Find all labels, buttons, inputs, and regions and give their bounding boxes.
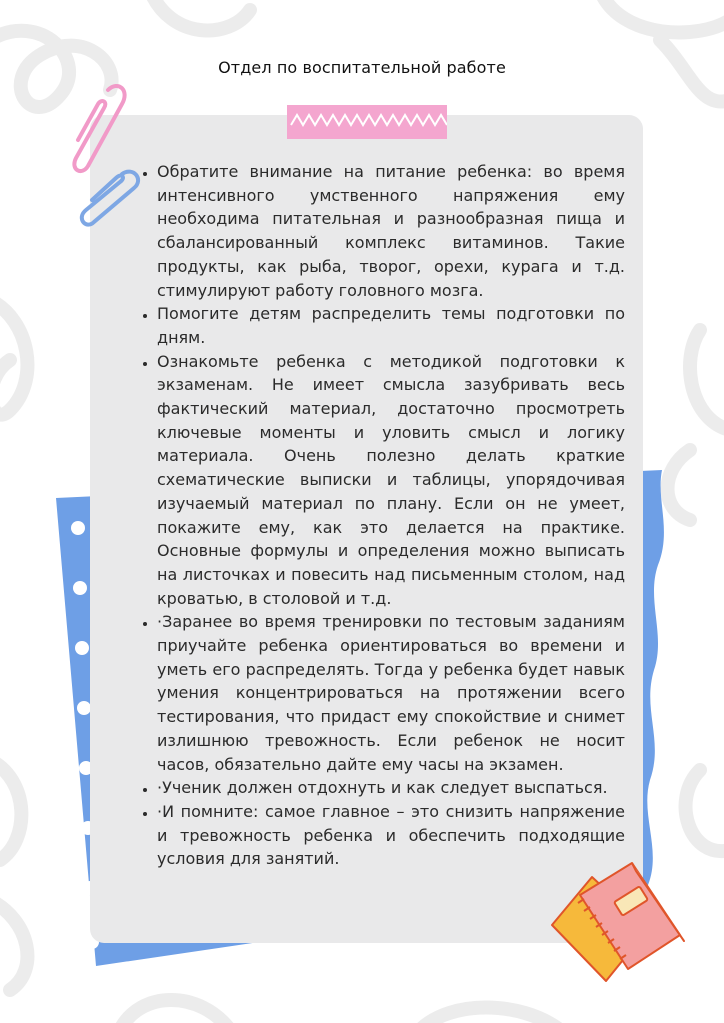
tips-list — [120, 160, 625, 871]
list-item: • Обратите внимание на питание ребенка: во время интенсивного умственного напряжения ему необходима питательная и разнообразная пища и сбалансированный комплекс витаминов. Такие продукты, как рыба, творог, орехи, курага и т.д. стимулируют работу головного мозга. — [157, 160, 625, 302]
list-item: • Помогите детям распределить темы подготовки по дням. — [157, 302, 625, 349]
page-title: Отдел по воспитательной работе — [218, 58, 506, 77]
list-item: • ·И помните: самое главное – это снизить напряжение и тревожность ребенка и обеспечить подходящие условия для занятий. — [157, 800, 625, 871]
list-item: • Ознакомьте ребенка с методикой подготовки к экзаменам. Не имеет смысла зазубривать весь фактический материал, достаточно просмотреть ключевые моменты и уловить смысл и логику материала. Очень полезно делать краткие схематические выписки и таблицы, упорядочивая изучаемый материал по плану. Если он не умеет, покажите ему, как это делается на практике. Основные формулы и определения можно выписать на листочках и повесить над письменным столом, над кроватью, в столовой и т.д. — [157, 350, 625, 611]
tips-list-container — [120, 160, 625, 871]
notebooks-icon — [540, 855, 690, 990]
list-item: • ·Заранее во время тренировки по тестовым заданиям приучайте ребенка ориентироваться во времени и уметь его распределять. Тогда у ребенка будет навык умения концентрироваться на протяжении всего тестирования, что придаст ему спокойствие и снимет излишнюю тревожность. Если ребенок не носит часов, обязательно дайте ему часы на экзамен. — [157, 610, 625, 776]
list-item: • ·Ученик должен отдохнуть и как следует выспаться. — [157, 776, 625, 800]
washi-tape — [287, 105, 447, 139]
